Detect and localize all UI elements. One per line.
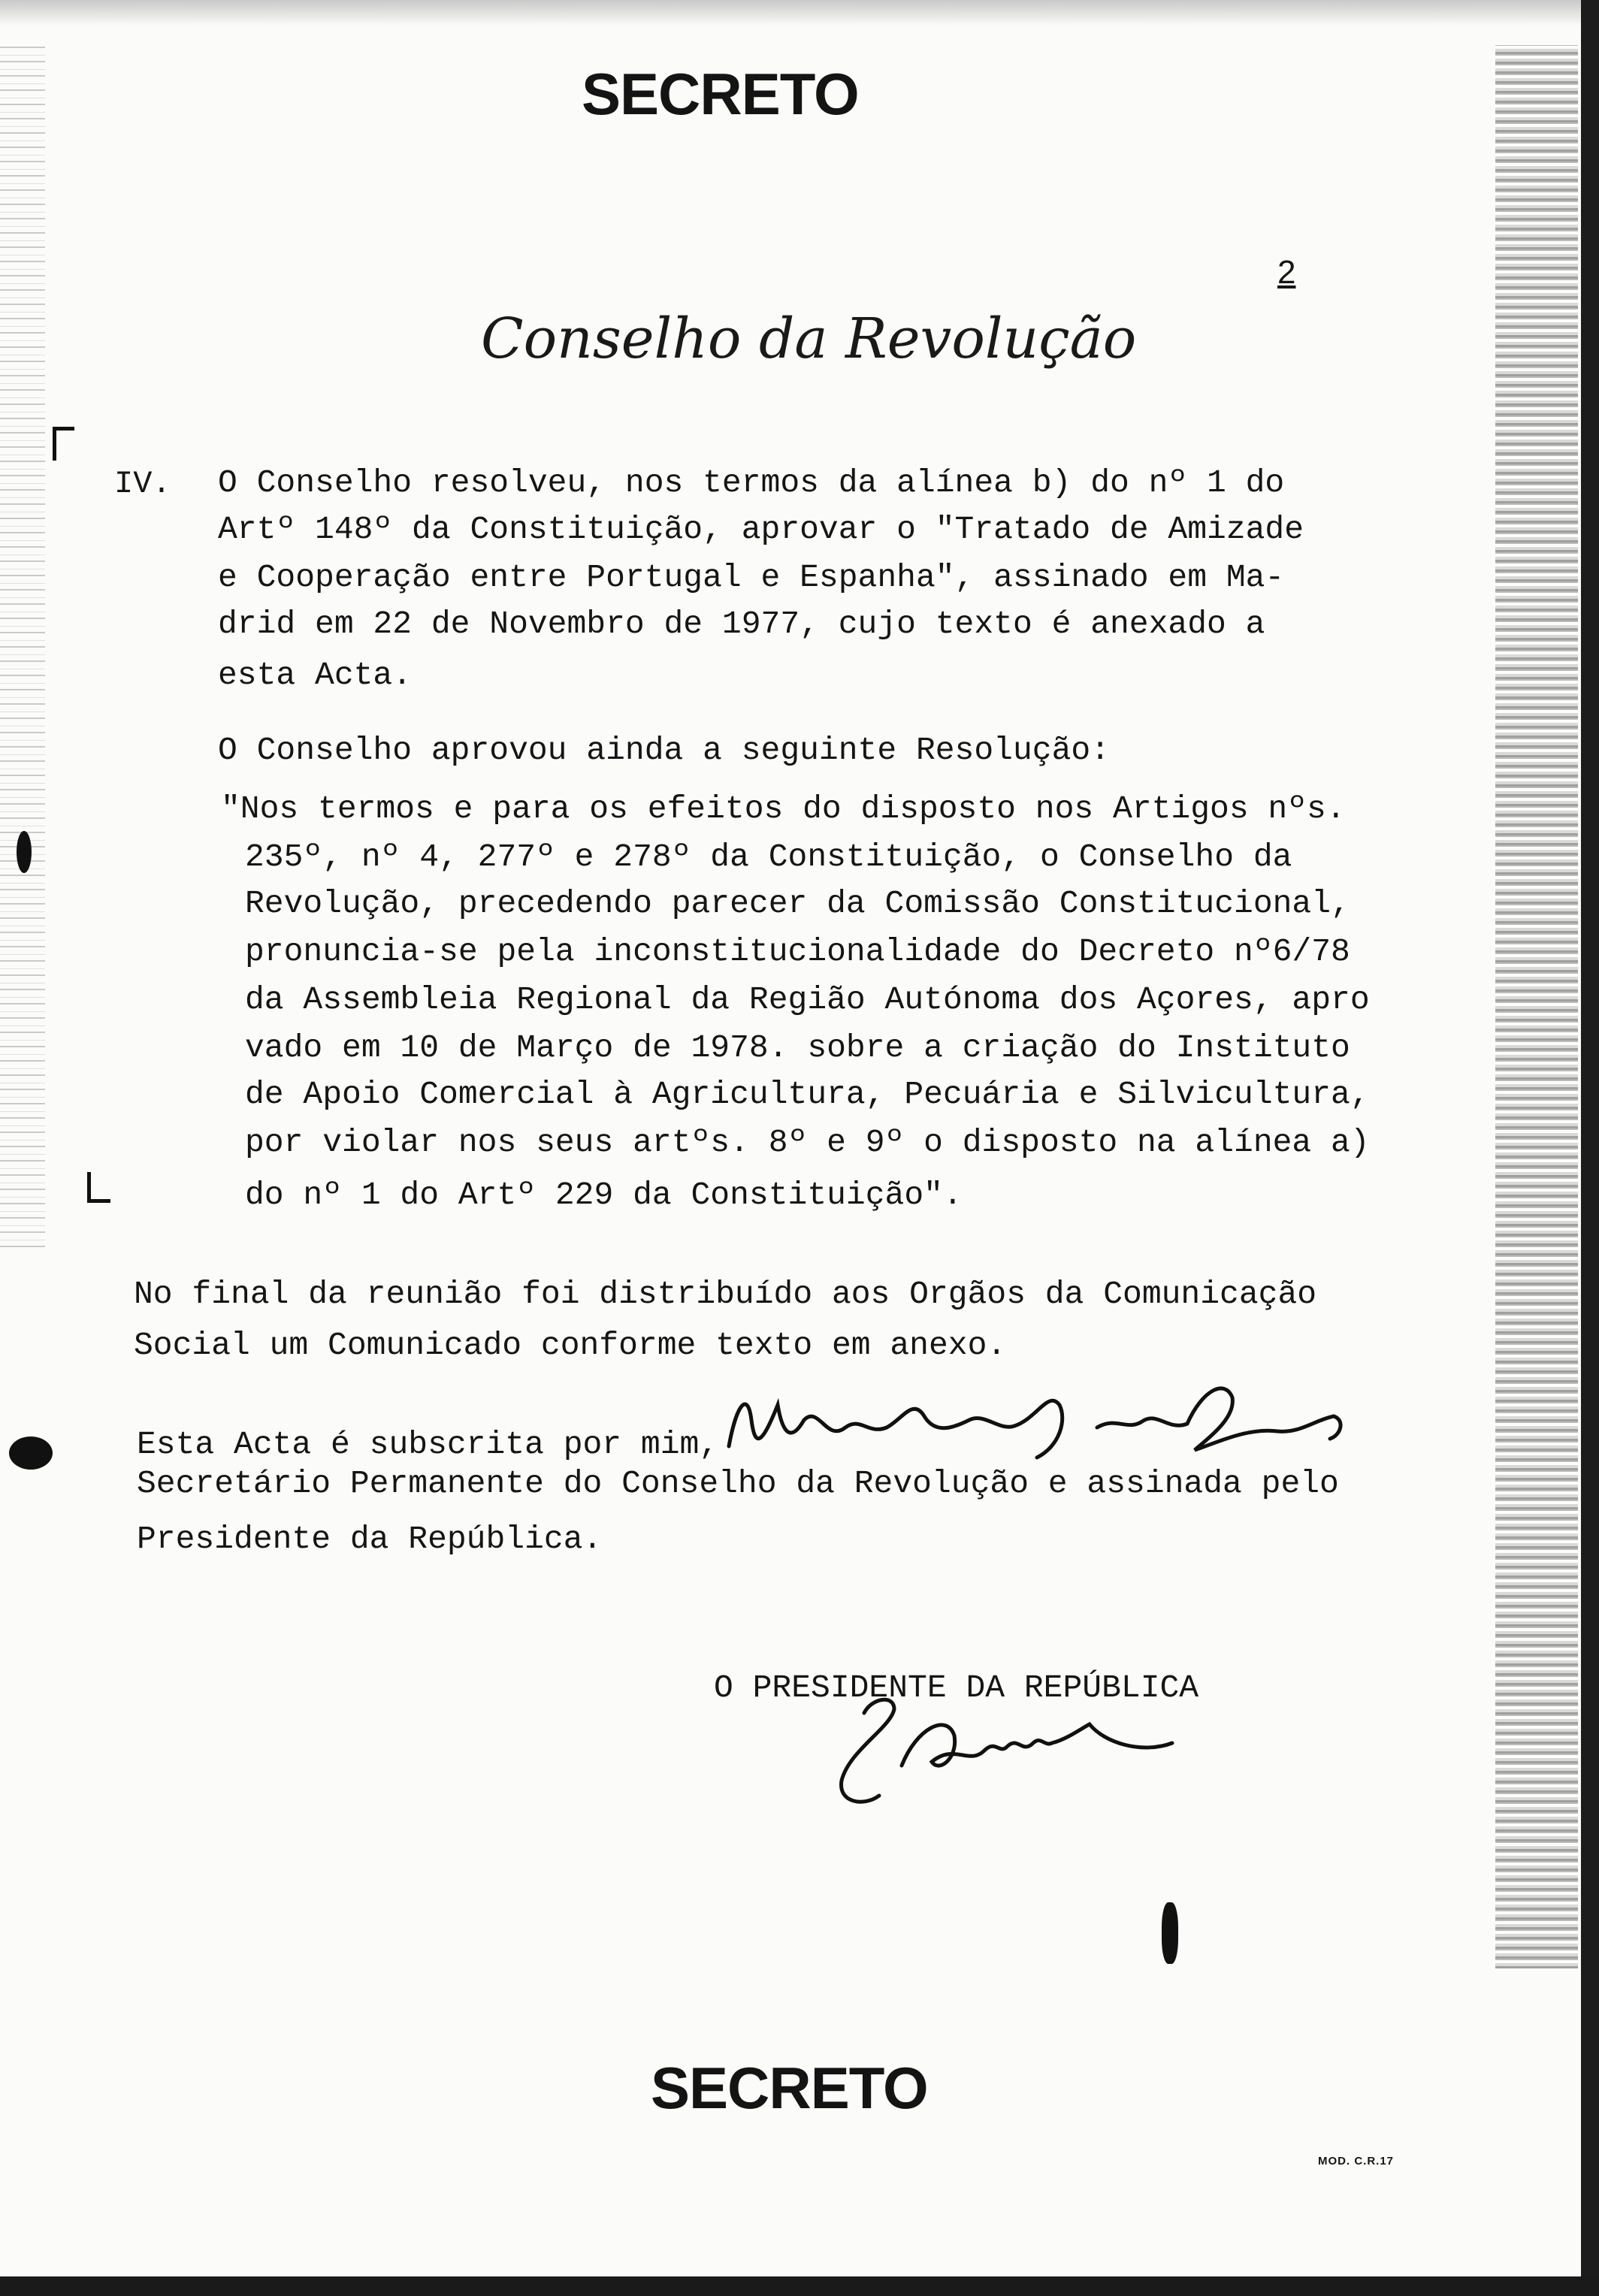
form-code: MOD. C.R.17 bbox=[1318, 2155, 1395, 2168]
president-label: O PRESIDENTE DA REPÚBLICA bbox=[714, 1669, 1199, 1706]
paragraph-iv-line: esta Acta. bbox=[218, 657, 413, 693]
resolution-line: 235º, nº 4, 277º e 278º da Constituição, o Conselho da bbox=[245, 838, 1292, 875]
resolution-line: pronuncia-se pela inconstitucionalidade do Decreto nº6/78 bbox=[245, 933, 1350, 970]
section-marker: IV. bbox=[114, 466, 171, 502]
secreto-stamp-bottom: SECRETO bbox=[651, 2055, 928, 2121]
subscription-line: Secretário Permanente do Conselho da Revolução e assinada pelo bbox=[137, 1465, 1339, 1502]
president-signature bbox=[781, 1683, 1202, 1818]
secreto-stamp-top: SECRETO bbox=[582, 61, 859, 127]
corner-bracket-bottom bbox=[87, 1172, 110, 1203]
resolution-line: "Nos termos e para os efeitos do disposto nos Artigos nºs. bbox=[221, 790, 1346, 827]
resolution-intro: O Conselho aprovou ainda a seguinte Resolução: bbox=[218, 732, 1110, 769]
paragraph-iv-line: drid em 22 de Novembro de 1977, cujo texto é anexado a bbox=[218, 606, 1265, 642]
ink-smudge-bottom bbox=[1162, 1902, 1178, 1964]
ink-blot-left bbox=[9, 1437, 53, 1470]
paragraph-iv-line: Artº 148º da Constituição, aprovar o "Tratado de Amizade bbox=[218, 511, 1304, 548]
paragraph-iv-line: e Cooperação entre Portugal e Espanha", assinado em Ma- bbox=[218, 559, 1285, 596]
corner-bracket-top bbox=[53, 427, 74, 461]
closing-line: Social um Comunicado conforme texto em anexo. bbox=[134, 1327, 1007, 1364]
closing-line: No final da reunião foi distribuído aos Orgãos da Comunicação bbox=[134, 1276, 1317, 1313]
resolution-line: por violar nos seus artºs. 8º e 9º o disposto na alínea a) bbox=[245, 1124, 1370, 1161]
resolution-line: vado em 10 de Março de 1978. sobre a criação do Instituto bbox=[245, 1029, 1350, 1066]
ink-smudge-left bbox=[17, 831, 32, 873]
scan-edge-bottom bbox=[0, 2276, 1599, 2296]
secretary-signature bbox=[706, 1375, 1368, 1473]
letterhead-title: Conselho da Revolução bbox=[481, 307, 1137, 371]
resolution-line: de Apoio Comercial à Agricultura, Pecuária e Silvicultura, bbox=[245, 1076, 1370, 1113]
scan-edge-top bbox=[0, 0, 1599, 26]
subscription-line: Presidente da República. bbox=[137, 1521, 603, 1557]
paragraph-iv-line: O Conselho resolveu, nos termos da alínea b) do nº 1 do bbox=[218, 464, 1285, 501]
scan-edge-left bbox=[0, 45, 45, 1247]
resolution-line: da Assembleia Regional da Região Autónoma dos Açores, apro bbox=[245, 981, 1370, 1018]
resolution-line: Revolução, precedendo parecer da Comissão Constitucional, bbox=[245, 885, 1350, 922]
scan-edge-right-grain bbox=[1495, 45, 1578, 1968]
scan-edge-right bbox=[1581, 0, 1599, 2296]
subscription-line: Esta Acta é subscrita por mim, bbox=[137, 1426, 719, 1463]
resolution-line: do nº 1 do Artº 229 da Constituição". bbox=[245, 1177, 963, 1213]
page-number: 2 bbox=[1277, 254, 1296, 291]
